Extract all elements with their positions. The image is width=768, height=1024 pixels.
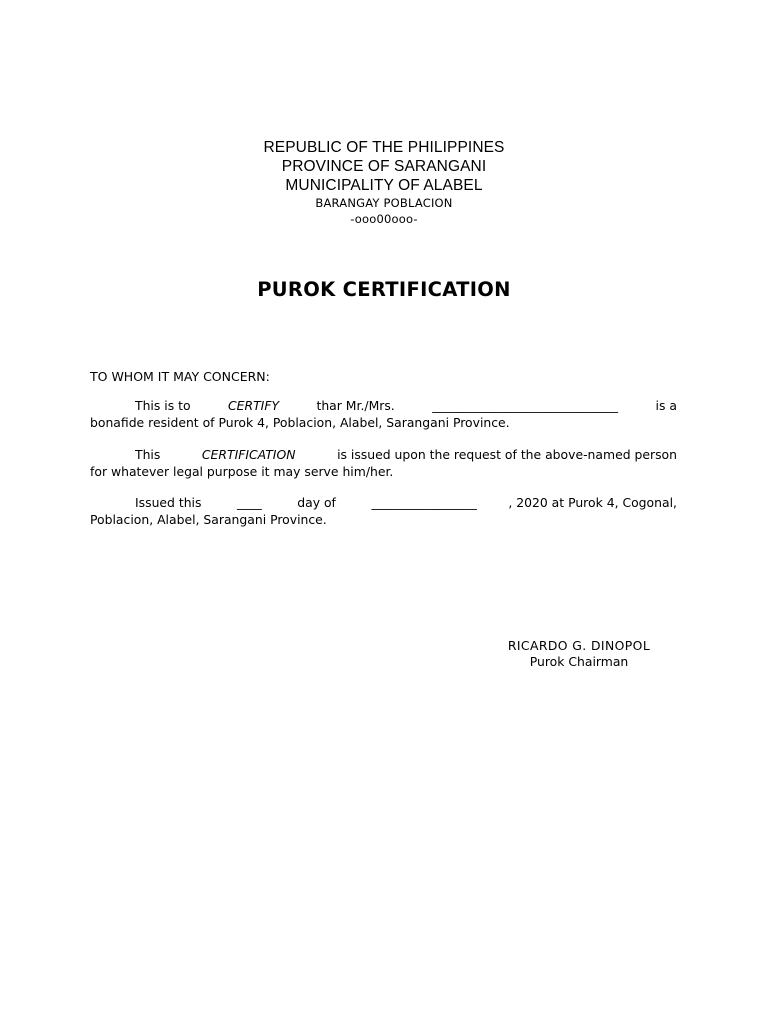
purpose-paragraph	[90, 447, 677, 480]
certify-lead: This is to	[135, 398, 195, 413]
day-blank: ____	[236, 495, 262, 510]
letterhead	[0, 138, 768, 227]
month-blank: _________________	[371, 495, 477, 510]
letterhead-divider: -ooo00ooo-	[350, 212, 418, 226]
signatory-block	[472, 637, 686, 670]
letterhead-country: REPUBLIC OF THE PHILIPPINES	[263, 139, 505, 156]
signatory-position: Purok Chairman	[529, 654, 629, 669]
purpose-paragraph-line-1	[90, 447, 677, 464]
issued-paragraph-line-1	[90, 495, 677, 512]
purpose-text: is issued upon the request of the above-named person	[333, 447, 677, 462]
purpose-lead: This	[135, 447, 165, 462]
issued-paragraph-line-2: Poblacion, Alabel, Sarangani Province.	[90, 511, 327, 527]
certify-paragraph-line-1	[90, 398, 677, 415]
purpose-paragraph-line-2: for whatever legal purpose it may serve him/her.	[90, 463, 394, 479]
issued-lead: Issued this	[135, 495, 206, 510]
certify-text-a: thar Mr./Mrs.	[312, 398, 399, 413]
letterhead-province: PROVINCE OF SARANGANI	[281, 158, 487, 175]
issued-paragraph	[90, 495, 677, 528]
certify-emphasis: CERTIFY	[228, 398, 280, 413]
certify-paragraph	[90, 398, 677, 431]
issued-text-a: day of	[293, 495, 340, 510]
letterhead-municipality: MUNICIPALITY OF ALABEL	[285, 177, 483, 194]
issued-text-b: , 2020 at Purok 4, Cogonal,	[508, 495, 677, 510]
letterhead-barangay: BARANGAY POBLACION	[315, 196, 453, 210]
purpose-emphasis: CERTIFICATION	[201, 447, 296, 462]
signatory-name: RICARDO G. DINOPOL	[507, 638, 651, 653]
name-blank: ______________________________	[432, 398, 619, 413]
document-title: PUROK CERTIFICATION	[257, 278, 511, 301]
certify-text-b: is a	[651, 398, 677, 413]
salutation: TO WHOM IT MAY CONCERN:	[90, 369, 270, 384]
certify-paragraph-line-2: bonafide resident of Purok 4, Poblacion, Alabel, Sarangani Province.	[90, 414, 510, 430]
